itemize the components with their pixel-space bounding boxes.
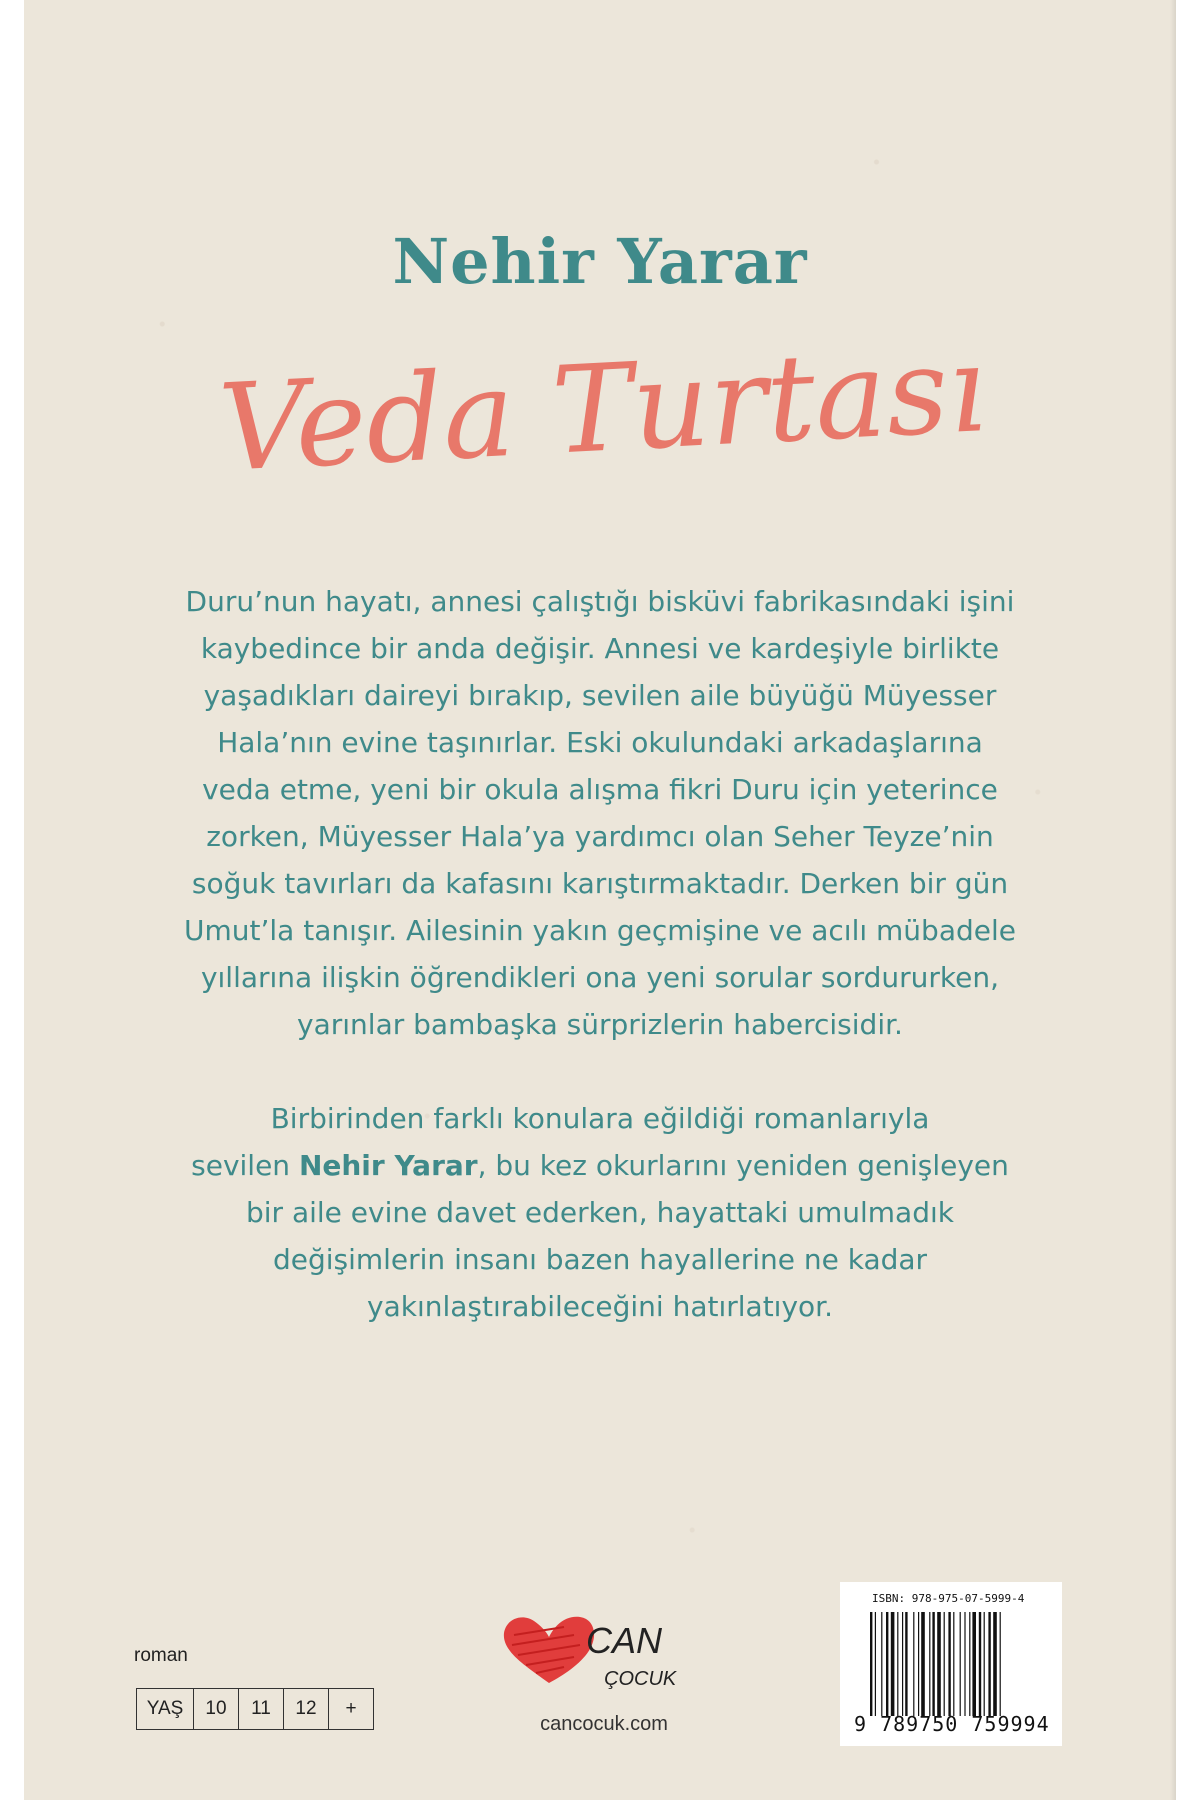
- age-label: YAŞ: [137, 1689, 194, 1729]
- barcode-bar: [1000, 1612, 1001, 1716]
- barcode-bar: [993, 1612, 997, 1716]
- barcode-bar: [902, 1612, 903, 1716]
- barcode-bar: [937, 1612, 941, 1716]
- barcode-bar: [870, 1612, 872, 1716]
- barcode-bar: [960, 1612, 961, 1716]
- barcode-bar: [921, 1612, 925, 1716]
- barcode-bars: [870, 1612, 1040, 1716]
- age-plus: +: [345, 1698, 357, 1719]
- barcode-bar: [964, 1612, 965, 1716]
- barcode-bar: [969, 1612, 970, 1716]
- synopsis-line: Umut’la tanışır. Ailesinin yakın geçmişine ve acılı mübadele: [184, 914, 1016, 947]
- book-back-cover: [24, 0, 1176, 1800]
- barcode-bar: [918, 1612, 919, 1716]
- barcode-bar: [979, 1612, 981, 1716]
- about-line: yakınlaştırabileceğini hatırlatıyor.: [367, 1290, 833, 1323]
- synopsis-line: Duru’nun hayatı, annesi çalıştığı bisküvi fabrikasındaki işini: [185, 585, 1015, 618]
- barcode-bar: [972, 1612, 976, 1716]
- author-about: [124, 1095, 1076, 1330]
- barcode-bar: [897, 1612, 898, 1716]
- book-title-text: Veda Turtası: [216, 320, 990, 500]
- logo-cocuk: ÇOCUK: [604, 1668, 677, 1690]
- barcode-bar: [891, 1612, 895, 1716]
- publisher-url: cancocuk.com: [540, 1713, 668, 1735]
- age-value: 10: [194, 1689, 239, 1729]
- synopsis-line: yıllarına ilişkin öğrendikleri ona yeni sorular sordururken,: [200, 961, 1000, 994]
- age-value: 11: [239, 1689, 284, 1729]
- barcode-bar: [932, 1612, 934, 1716]
- barcode-digits: 9 789750 759994: [854, 1712, 1050, 1736]
- barcode-bar: [875, 1612, 876, 1716]
- about-text: , bu kez okurlarını yeniden genişleyen: [477, 1149, 1009, 1182]
- barcode-bar: [886, 1612, 888, 1716]
- barcode-bar: [948, 1612, 950, 1716]
- barcode-bar: [953, 1612, 954, 1716]
- barcode-bar: [881, 1612, 882, 1716]
- barcode-bar: [929, 1612, 930, 1716]
- barcode-bar: [905, 1612, 907, 1716]
- synopsis-line: yaşadıkları daireyi bırakıp, sevilen aile büyüğü Müyesser: [203, 679, 997, 712]
- synopsis-line: veda etme, yeni bir okula alışma fikri Duru için yeterince: [202, 773, 998, 806]
- about-line: [124, 1142, 1076, 1189]
- about-text: sevilen: [191, 1149, 299, 1182]
- synopsis-line: soğuk tavırları da kafasını karıştırmaktadır. Derken bir gün: [191, 867, 1009, 900]
- age-rating: [136, 1688, 374, 1730]
- publisher-logo: [494, 1605, 714, 1695]
- barcode-bar: [944, 1612, 945, 1716]
- about-line: bir aile evine davet ederken, hayattaki umulmadık: [246, 1196, 954, 1229]
- logo-can: CAN: [586, 1620, 663, 1661]
- synopsis-line: Hala’nın evine taşınırlar. Eski okulundaki arkadaşlarına: [217, 726, 983, 759]
- barcode-bar: [913, 1612, 914, 1716]
- about-line: Birbirinden farklı konulara eğildiği romanlarıyla: [270, 1102, 930, 1135]
- author-name: Nehir Yarar: [392, 225, 808, 298]
- about-line: değişimlerin insanı bazen hayallerine ne kadar: [272, 1243, 928, 1276]
- age-value: 12: [284, 1689, 329, 1729]
- synopsis-line: kaybedince bir anda değişir. Annesi ve kardeşiyle birlikte: [200, 632, 1000, 665]
- heart-icon: [504, 1617, 594, 1683]
- synopsis-line: yarınlar bambaşka sürprizlerin habercisidir.: [297, 1008, 903, 1041]
- synopsis-line: zorken, Müyesser Hala’ya yardımcı olan Seher Teyze’nin: [206, 820, 994, 853]
- genre-label: roman: [134, 1645, 188, 1666]
- book-title: [214, 320, 994, 510]
- author-name-inline: Nehir Yarar: [298, 1149, 478, 1182]
- barcode-bar: [988, 1612, 990, 1716]
- isbn-label: ISBN: 978-975-07-5999-4: [872, 1592, 1025, 1605]
- synopsis: [124, 578, 1076, 1048]
- barcode: [840, 1582, 1062, 1746]
- barcode-bar: [984, 1612, 985, 1716]
